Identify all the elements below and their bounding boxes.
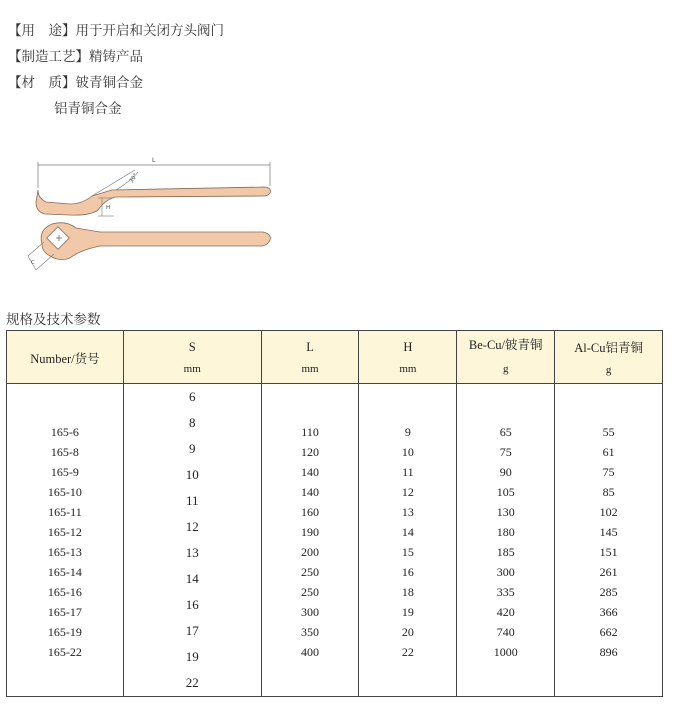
table-cell-value: 10 — [185, 467, 199, 482]
table-cell-value: 12 — [401, 485, 414, 499]
table-cell-value: 18 — [401, 585, 414, 599]
table-cell-value: 366 — [599, 605, 618, 619]
table-cell-value: 17 — [185, 623, 199, 638]
header-unit: g — [605, 364, 612, 376]
info-value: 精铸产品 — [89, 49, 143, 65]
header-unit: mm — [399, 362, 417, 375]
table-cell-value: 75 — [499, 445, 512, 459]
table-cell-value: 140 — [301, 465, 320, 479]
table-cell-value: 165-13 — [47, 545, 82, 559]
table-cell-value: 165-12 — [47, 525, 82, 539]
cell-s — [123, 384, 261, 697]
dim-h-label: H — [106, 205, 111, 211]
table-cell-value: 165-22 — [47, 645, 82, 659]
table-cell-value: 151 — [599, 545, 618, 559]
table-cell-value: 19 — [185, 649, 199, 664]
table-cell-value: 165-6 — [50, 425, 79, 439]
dim-l-label: L — [152, 157, 156, 164]
table-cell-value: 420 — [496, 605, 515, 619]
table-cell-value: 335 — [496, 585, 515, 599]
header-label: L — [306, 339, 314, 354]
table-cell-value: 102 — [599, 505, 618, 519]
table-cell-value: 65 — [499, 425, 512, 439]
table-cell-value: 165-8 — [50, 445, 79, 459]
info-value: 铍青铜合金 — [75, 75, 143, 91]
table-cell-value: 14 — [185, 571, 199, 586]
table-cell-value: 350 — [301, 625, 320, 639]
table-cell-value: 165-14 — [47, 565, 82, 579]
table-cell-value: 13 — [185, 545, 199, 560]
table-cell-value: 105 — [496, 485, 515, 499]
header-label: Number/货号 — [30, 352, 100, 366]
table-cell-value: 1000 — [493, 645, 518, 659]
table-cell-value: 300 — [301, 605, 320, 619]
info-label: 【用 途】 — [8, 23, 76, 39]
table-cell-value: 200 — [301, 545, 320, 559]
table-cell-value: 75 — [602, 465, 615, 479]
header-becu — [457, 331, 555, 384]
table-cell-value: 120 — [301, 445, 320, 459]
table-cell-value: 662 — [599, 625, 618, 639]
table-header-row — [7, 331, 663, 384]
table-cell-value: 12 — [185, 519, 199, 534]
table-cell-value: 85 — [602, 485, 615, 499]
table-cell-value: 9 — [188, 441, 196, 456]
table-cell-value: 110 — [301, 425, 319, 439]
table-cell-value: 14 — [401, 525, 414, 539]
table-cell-value: 55 — [602, 425, 615, 439]
cell-number — [7, 384, 124, 697]
table-cell-value: 190 — [301, 525, 320, 539]
table-cell-value: 20 — [401, 625, 414, 639]
table-body-row — [7, 384, 663, 697]
table-cell-value: 165-9 — [50, 465, 79, 479]
header-label: S — [188, 339, 196, 354]
table-cell-value: 9 — [404, 425, 411, 439]
table-cell-value: 15 — [401, 545, 414, 559]
header-unit: g — [502, 363, 509, 375]
header-label: Be-Cu/铍青铜 — [468, 338, 543, 352]
header-s — [123, 331, 261, 384]
table-cell-value: 250 — [301, 565, 320, 579]
spec-subtitle: 规格及技术参数 — [6, 312, 101, 328]
table-cell-value: 400 — [301, 645, 320, 659]
table-cell-value: 300 — [496, 565, 515, 579]
table-cell-value: 6 — [188, 389, 196, 404]
header-label: H — [403, 339, 413, 354]
table-cell-value: 16 — [401, 565, 414, 579]
spec-table — [6, 330, 663, 697]
table-cell-value: 285 — [599, 585, 618, 599]
header-alcu — [555, 331, 663, 384]
table-cell-value: 165-17 — [47, 605, 82, 619]
table-cell-value: 160 — [301, 505, 320, 519]
header-number — [7, 331, 124, 384]
table-cell-value: 261 — [599, 565, 618, 579]
cell-becu — [457, 384, 555, 697]
table-cell-value: 140 — [301, 485, 320, 499]
table-cell-value: 130 — [496, 505, 515, 519]
table-cell-value: 165-10 — [47, 485, 82, 499]
info-process — [8, 48, 143, 66]
table-cell-value: 250 — [301, 585, 320, 599]
header-unit: mm — [183, 362, 201, 375]
cell-l — [261, 384, 359, 697]
table-cell-value: 11 — [402, 465, 414, 479]
cell-h — [359, 384, 457, 697]
table-cell-value: 16 — [185, 597, 199, 612]
header-h — [359, 331, 457, 384]
table-cell-value: 185 — [496, 545, 515, 559]
angle-label: 30° — [128, 172, 140, 185]
table-cell-value: 19 — [401, 605, 414, 619]
table-cell-value: 11 — [185, 493, 199, 508]
table-cell-value: 10 — [401, 445, 414, 459]
table-cell-value: 165-11 — [48, 505, 82, 519]
wrench-drawing — [20, 150, 280, 275]
info-value: 用于开启和关闭方头阀门 — [75, 23, 224, 39]
info-material — [8, 74, 143, 92]
info-value: 铝青铜合金 — [54, 101, 122, 117]
table-cell-value: 22 — [401, 645, 414, 659]
wrench-figure — [20, 150, 280, 279]
table-cell-value: 165-16 — [47, 585, 82, 599]
info-usage — [8, 22, 224, 40]
table-cell-value: 22 — [185, 675, 199, 690]
table-cell-value: 180 — [496, 525, 515, 539]
table-cell-value: 13 — [401, 505, 414, 519]
table-cell-value: 740 — [496, 625, 515, 639]
info-label: 【制造工艺】 — [8, 49, 89, 65]
cell-alcu — [555, 384, 663, 697]
dim-c-label: C — [31, 260, 35, 266]
info-material-2 — [54, 100, 122, 118]
header-l — [261, 331, 359, 384]
header-label: Al-Cu铝青铜 — [574, 341, 643, 355]
table-cell-value: 90 — [499, 465, 512, 479]
table-cell-value: 145 — [599, 525, 618, 539]
table-cell-value: 61 — [602, 445, 615, 459]
table-cell-value: 8 — [188, 415, 196, 430]
table-cell-value: 896 — [599, 645, 618, 659]
header-unit: mm — [301, 362, 319, 375]
table-cell-value: 165-19 — [47, 625, 82, 639]
info-label: 【材 质】 — [8, 75, 76, 91]
